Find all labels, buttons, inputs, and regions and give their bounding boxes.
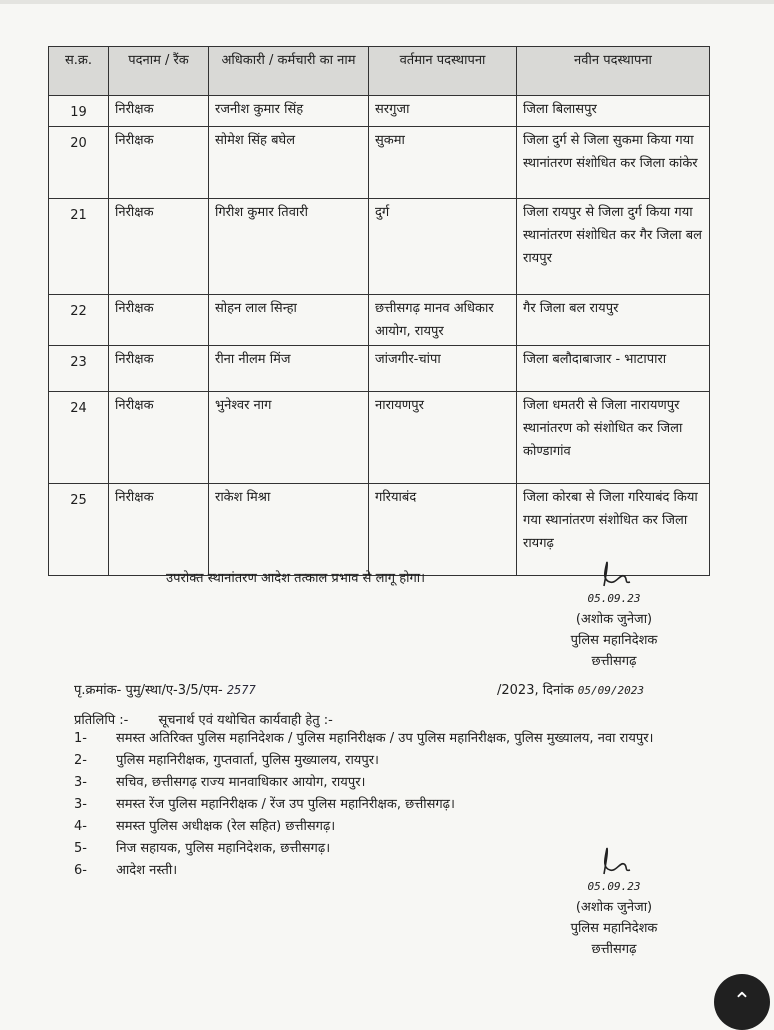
copy-index: 3- (74, 775, 87, 790)
cell-serial: 21 (49, 199, 109, 295)
signatory-designation: पुलिस महानिदेशक (570, 921, 658, 936)
signature-block-2 (534, 846, 694, 960)
cell-new-posting: जिला रायपुर से जिला दुर्ग किया गया स्थानांतरण संशोधित कर गैर जिला बल रायपुर (517, 199, 710, 295)
cell-rank: निरीक्षक (109, 96, 209, 127)
copy-recipient: निज सहायक, पुलिस महानिदेशक, छत्तीसगढ़। (116, 841, 331, 856)
cell-rank: निरीक्षक (109, 484, 209, 576)
copy-recipient: पुलिस महानिरीक्षक, गुप्तवार्ता, पुलिस मुख्यालय, रायपुर। (116, 753, 379, 768)
cell-current-posting: दुर्ग (369, 199, 517, 295)
copy-purpose: सूचनार्थ एवं यथोचित कार्यवाही हेतु :- (158, 713, 333, 728)
memo-date: 05/09/2023 (577, 684, 644, 697)
copy-recipient: समस्त पुलिस अधीक्षक (रेल सहित) छत्तीसगढ़। (116, 819, 336, 834)
signature-mark (584, 560, 644, 588)
memo-date-line (497, 680, 644, 698)
copy-label: प्रतिलिपि :- (74, 713, 129, 728)
signatory-name: (अशोक जुनेजा) (575, 900, 653, 915)
cell-serial: 20 (49, 127, 109, 199)
cell-rank: निरीक्षक (109, 392, 209, 484)
copy-index: 6- (74, 863, 87, 878)
table-row (49, 295, 710, 346)
table-row (49, 346, 710, 392)
header-officer-name: अधिकारी / कर्मचारी का नाम (209, 47, 369, 96)
signatory-name: (अशोक जुनेजा) (575, 612, 653, 627)
transfer-table (48, 46, 710, 576)
cell-current-posting: छत्तीसगढ़ मानव अधिकार आयोग, रायपुर (369, 295, 517, 346)
cell-officer-name: सोमेश सिंह बघेल (209, 127, 369, 199)
cell-officer-name: सोहन लाल सिन्हा (209, 295, 369, 346)
signatory-state: छत्तीसगढ़ (591, 942, 637, 957)
cell-rank: निरीक्षक (109, 295, 209, 346)
signature-date: 05.09.23 (587, 592, 641, 605)
cell-officer-name: रजनीश कुमार सिंह (209, 96, 369, 127)
cell-serial: 22 (49, 295, 109, 346)
cell-rank: निरीक्षक (109, 127, 209, 199)
copy-index: 5- (74, 841, 87, 856)
scroll-top-button[interactable] (714, 974, 770, 1030)
header-current-posting: वर्तमान पदस्थापना (369, 47, 517, 96)
table-row (49, 96, 710, 127)
memo-number: 2577 (226, 683, 256, 697)
copy-recipient: सचिव, छत्तीसगढ़ राज्य मानवाधिकार आयोग, रायपुर। (116, 775, 366, 790)
cell-new-posting: जिला धमतरी से जिला नारायणपुर स्थानांतरण को संशोधित कर जिला कोण्डागांव (517, 392, 710, 484)
cell-serial: 25 (49, 484, 109, 576)
copy-recipient: समस्त अतिरिक्त पुलिस महानिदेशक / पुलिस महानिरीक्षक / उप पुलिस महानिरीक्षक, पुलिस मुख्यालय, नवा रायपुर। (116, 731, 654, 746)
signature-date: 05.09.23 (587, 880, 641, 893)
cell-officer-name: भुनेश्वर नाग (209, 392, 369, 484)
list-item (74, 794, 694, 816)
table-row (49, 127, 710, 199)
signatory-state: छत्तीसगढ़ (591, 654, 637, 669)
signature-block-1 (534, 560, 694, 672)
copy-index: 4- (74, 819, 87, 834)
cell-officer-name: गिरीश कुमार तिवारी (209, 199, 369, 295)
cell-serial: 23 (49, 346, 109, 392)
copy-index: 1- (74, 731, 87, 746)
cell-rank: निरीक्षक (109, 346, 209, 392)
header-rank: पदनाम / रैंक (109, 47, 209, 96)
cell-officer-name: राकेश मिश्रा (209, 484, 369, 576)
memo-prefix: पृ.क्रमांक- पुमु/स्था/ए-3/5/एम- (74, 683, 223, 698)
list-item (74, 816, 694, 838)
header-serial: स.क्र. (49, 47, 109, 96)
table-header-row (49, 47, 710, 96)
cell-new-posting: जिला कोरबा से जिला गरियाबंद किया गया स्थानांतरण संशोधित कर जिला रायगढ़ (517, 484, 710, 576)
page-top-edge (0, 0, 774, 4)
cell-current-posting: गरियाबंद (369, 484, 517, 576)
copy-recipient: आदेश नस्ती। (116, 863, 178, 878)
cell-new-posting: जिला बिलासपुर (517, 96, 710, 127)
cell-officer-name: रीना नीलम मिंज (209, 346, 369, 392)
copy-index: 3- (74, 797, 87, 812)
table-row (49, 392, 710, 484)
cell-new-posting: जिला बलौदाबाजार - भाटापारा (517, 346, 710, 392)
chevron-up-icon: ⌃ (732, 989, 752, 1014)
cell-rank: निरीक्षक (109, 199, 209, 295)
cell-serial: 24 (49, 392, 109, 484)
cell-serial: 19 (49, 96, 109, 127)
header-new-posting: नवीन पदस्थापना (517, 47, 710, 96)
table-row (49, 199, 710, 295)
cell-new-posting: जिला दुर्ग से जिला सुकमा किया गया स्थानांतरण संशोधित कर जिला कांकेर (517, 127, 710, 199)
memo-year: /2023, दिनांक (497, 683, 574, 698)
cell-current-posting: नारायणपुर (369, 392, 517, 484)
signatory-designation: पुलिस महानिदेशक (570, 633, 658, 648)
list-item (74, 772, 694, 794)
cell-current-posting: सुकमा (369, 127, 517, 199)
signature-mark (584, 846, 644, 876)
copy-recipient: समस्त रेंज पुलिस महानिरीक्षक / रेंज उप पुलिस महानिरीक्षक, छत्तीसगढ़। (116, 797, 455, 812)
effective-note: उपरोक्त स्थानांतरण आदेश तत्काल प्रभाव से लागू होगा। (166, 571, 426, 586)
copy-heading (74, 710, 333, 728)
list-item (74, 728, 694, 750)
copy-index: 2- (74, 753, 87, 768)
cell-new-posting: गैर जिला बल रायपुर (517, 295, 710, 346)
cell-current-posting: सरगुजा (369, 96, 517, 127)
cell-current-posting: जांजगीर-चांपा (369, 346, 517, 392)
list-item (74, 750, 694, 772)
